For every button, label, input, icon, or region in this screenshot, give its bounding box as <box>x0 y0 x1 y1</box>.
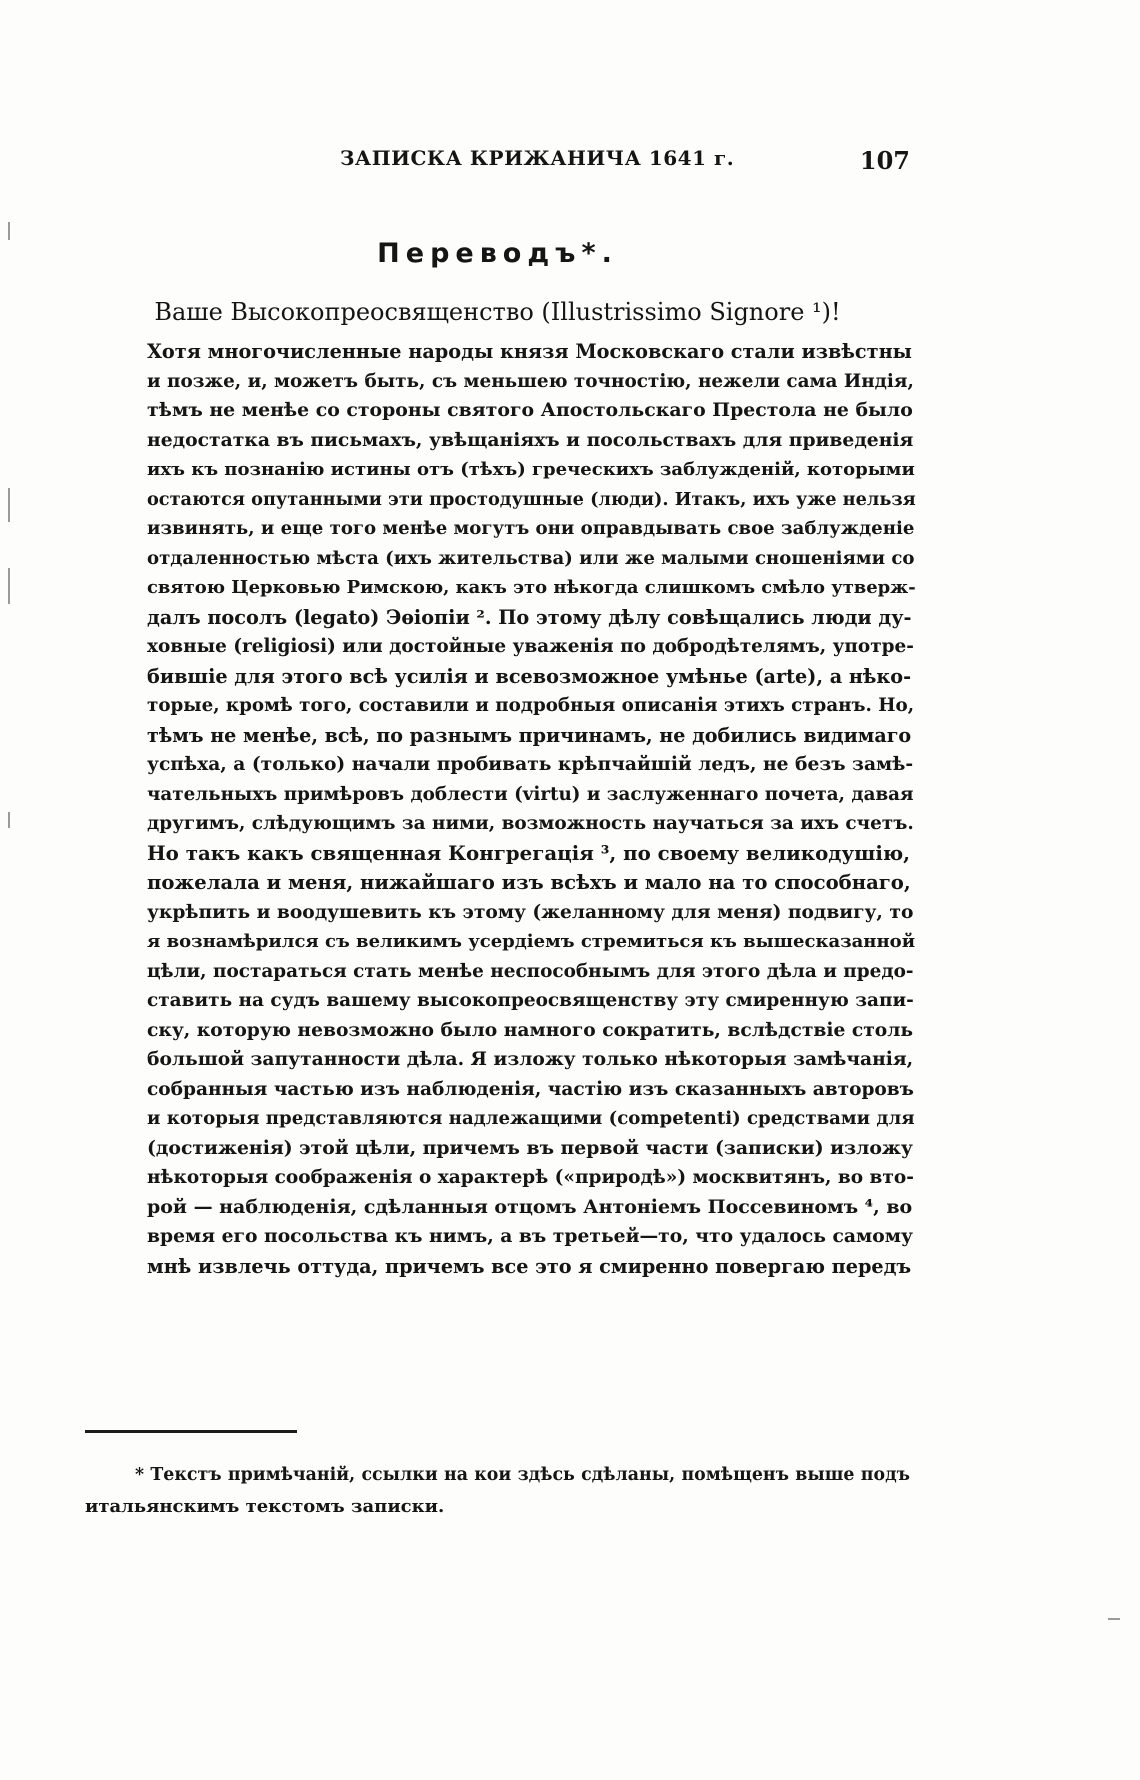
text-line: успѣха, а (только) начали пробивать крѣпчайшій ледъ, не безъ замѣ- <box>147 753 914 775</box>
text-line: и позже, и, можетъ быть, съ меньшею точностію, нежели сама Индія, <box>147 370 914 392</box>
text-line: собранныя частью изъ наблюденія, частію изъ сказанныхъ авторовъ <box>147 1078 914 1100</box>
text-line: Но такъ какъ священная Конгрегація ³, по своему великодушію, <box>147 840 910 865</box>
text-line: извинять, и еще того менѣе могутъ они оправдывать свое заблужденіе <box>147 518 915 539</box>
text-line: большой запутанности дѣла. Я изложу только нѣкоторыя замѣчанія, <box>147 1048 914 1070</box>
text-line: цѣли, постараться стать менѣе неспособнымъ для этого дѣла и предо- <box>147 960 914 982</box>
scan-margin-mark <box>8 488 10 522</box>
footnote-line: * Текстъ примѣчаній, ссылки на кои здѣсь сдѣланы, помѣщенъ выше подъ <box>135 1465 910 1485</box>
text-line: укрѣпить и воодушевить къ этому (желанному для меня) подвигу, то <box>147 900 914 923</box>
text-line: Хотя многочисленные народы князя Московскаго стали извѣстны <box>147 340 912 363</box>
footnote <box>85 1460 910 1522</box>
text-line: я вознамѣрился съ великимъ усердіемъ стремиться къ вышесказанной <box>147 931 916 952</box>
footnote-divider <box>85 1430 297 1433</box>
text-line: недостатка въ письмахъ, увѣщаніяхъ и посольствахъ для приведенія <box>147 428 914 451</box>
text-line: пожелала и меня, нижайшаго изъ всѣхъ и мало на то способнаго, <box>147 871 911 894</box>
text-line: святою Церковью Римскою, какъ это нѣкогда слишкомъ смѣло утверж- <box>147 577 916 598</box>
text-line: другимъ, слѣдующимъ за ними, возможность научаться за ихъ счетъ. <box>147 813 914 834</box>
page-number: 107 <box>859 146 910 175</box>
section-title: Переводъ*. <box>377 238 618 269</box>
salutation: Ваше Высокопреосвященство (Illustrissimo Signore ¹)! <box>154 298 841 326</box>
text-line: торые, кромѣ того, составили и подробныя описанія этихъ странъ. Но, <box>147 695 915 716</box>
text-line: и которыя представляются надлежащими (competenti) средствами для <box>147 1108 915 1129</box>
text-line: тѣмъ не менѣе, всѣ, по разнымъ причинамъ, не добились видимаго <box>147 723 912 747</box>
text-line: далъ посолъ (legato) Эѳіопіи ². По этому дѣлу совѣщались люди ду- <box>147 605 912 629</box>
scan-margin-mark <box>8 222 10 240</box>
scan-margin-mark <box>8 568 10 604</box>
text-line: мнѣ извлечь оттуда, причемъ все это я смиренно повергаю передъ <box>147 1254 912 1278</box>
text-line: отдаленностью мѣста (ихъ жительства) или же малыми сношеніями со <box>147 547 915 569</box>
scan-margin-mark <box>1108 1618 1120 1620</box>
text-line: ховные (religiosi) или достойные уваженія по добродѣтелямъ, употре- <box>147 636 914 657</box>
text-line: остаются опутанными эти простодушные (люди). Итакъ, ихъ уже нельзя <box>147 488 916 510</box>
text-line: ихъ къ познанію истины отъ (тѣхъ) греческихъ заблужденій, которыми <box>147 459 915 480</box>
text-line: рой — наблюденія, сдѣланныя отцомъ Антоніемъ Поссевиномъ ⁴, во <box>147 1195 913 1218</box>
running-title: ЗАПИСКА КРИЖАНИЧА 1641 г. <box>340 146 735 170</box>
text-line: чательныхъ примѣровъ доблести (virtu) и заслуженнаго почета, давая <box>147 783 914 805</box>
text-line: время его посольства къ нимъ, а въ третьей—то, что удалось самому <box>147 1225 914 1247</box>
text-line: ску, которую невозможно было намного сократить, вслѣдствіе столь <box>147 1018 914 1041</box>
text-line: (достиженія) этой цѣли, причемъ въ первой части (записки) изложу <box>147 1136 913 1159</box>
text-line: нѣкоторыя соображенія о характерѣ («природѣ») москвитянъ, во вто- <box>147 1167 914 1188</box>
text-line: бившіе для этого всѣ усилія и всевозможное умѣнье (arte), а нѣко- <box>147 664 912 688</box>
page-header <box>85 146 910 176</box>
text-line: тѣмъ не менѣе со стороны святого Апостольскаго Престола не было <box>147 399 913 421</box>
scan-margin-mark <box>8 812 10 828</box>
paragraph-1 <box>85 337 916 839</box>
paragraph-2 <box>85 839 916 1282</box>
main-text <box>85 337 916 1281</box>
text-line: ставить на судъ вашему высокопреосвященству эту смиренную запи- <box>147 990 914 1011</box>
footnote-line: итальянскимъ текстомъ записки. <box>85 1496 445 1517</box>
